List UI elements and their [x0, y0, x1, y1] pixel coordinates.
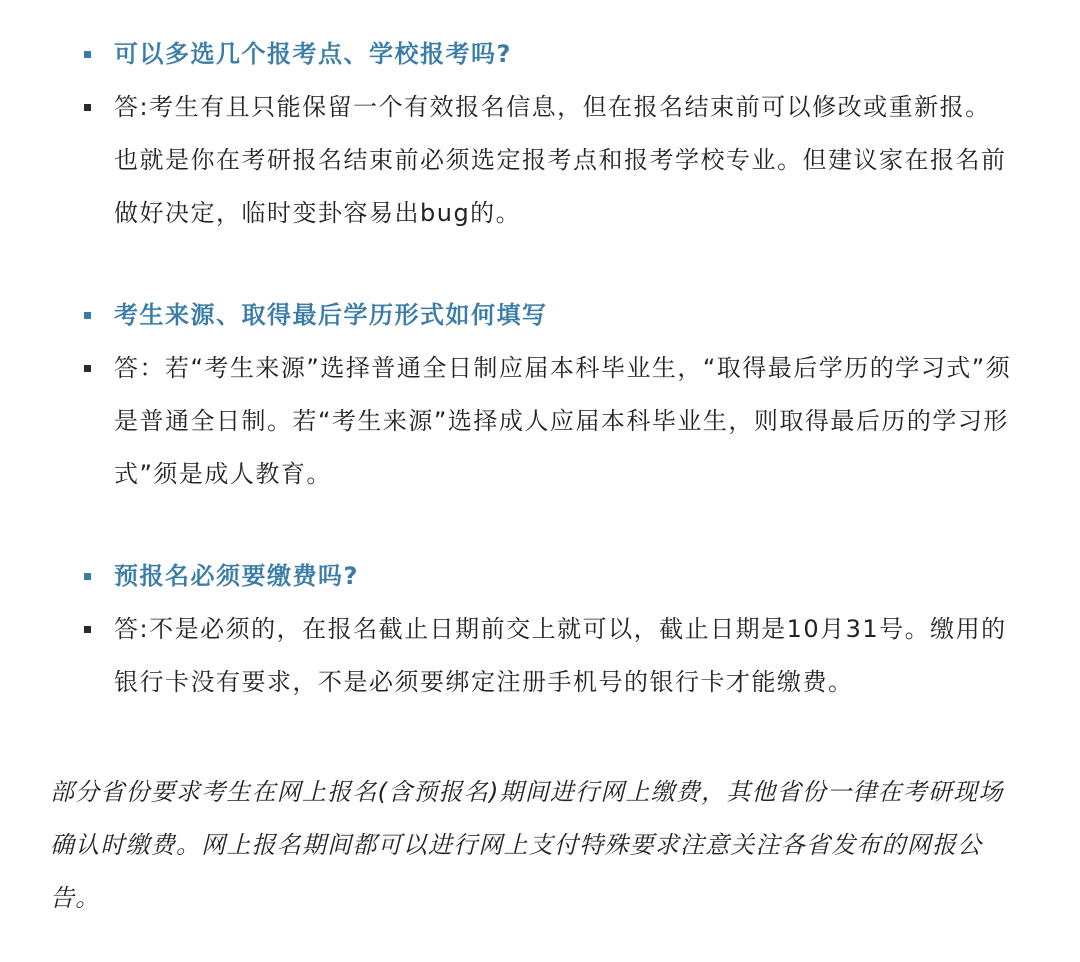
square-bullet-icon [84, 626, 91, 633]
payment-note: 部分省份要求考生在网上报名(含预报名)期间进行网上缴费，其他省份一律在考研现场确认时缴费。网上报名期间都可以进行网上支付特殊要求注意关注各省发布的网报公告。 [50, 778, 1004, 912]
square-bullet-icon [84, 312, 91, 319]
faq-question [84, 289, 1014, 342]
faq-question-text: 可以多选几个报考点、学校报考吗? [114, 40, 512, 68]
faq-answer [84, 342, 1014, 501]
faq-answer-text: 答:考生有且只能保留一个有效报名信息，但在报名结束前可以修改或重新报。也就是你在考研报名结束前必须选定报考点和报考学校专业。但建议家在报名前做好决定，临时变卦容易出bug的。 [114, 93, 1007, 227]
faq-answer [84, 81, 1014, 240]
faq-question [84, 28, 1014, 81]
faq-answer-text: 答：若“考生来源”选择普通全日制应届本科毕业生，“取得最后学历的学习式”须是普通全日制。若“考生来源”选择成人应届本科毕业生，则取得最后历的学习形式”须是成人教育。 [114, 354, 1012, 488]
square-bullet-icon [84, 365, 91, 372]
square-bullet-icon [84, 104, 91, 111]
faq-item-3 [84, 550, 1014, 709]
faq-item-1 [84, 28, 1014, 240]
faq-question-text: 考生来源、取得最后学历形式如何填写 [114, 301, 548, 329]
faq-answer-text: 答:不是必须的，在报名截止日期前交上就可以，截止日期是10月31号。缴用的银行卡没有要求，不是必须要绑定注册手机号的银行卡才能缴费。 [114, 615, 1007, 696]
faq-question-text: 预报名必须要缴费吗? [114, 562, 359, 590]
faq-question [84, 550, 1014, 603]
square-bullet-icon [84, 51, 91, 58]
faq-item-2 [84, 289, 1014, 501]
faq-answer [84, 603, 1014, 709]
square-bullet-icon [84, 573, 91, 580]
